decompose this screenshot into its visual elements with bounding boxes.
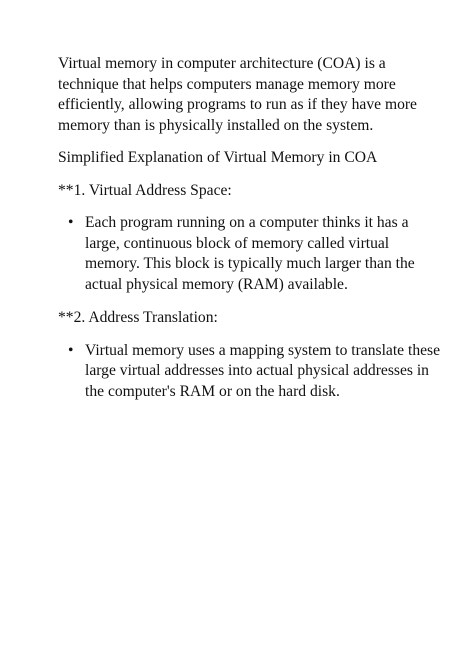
list-item <box>58 341 443 403</box>
bullet-icon: • <box>68 341 74 359</box>
subtitle: Simplified Explanation of Virtual Memory in COA <box>58 149 378 166</box>
bullet-list-address-translation <box>58 341 441 403</box>
document-body <box>58 54 441 415</box>
intro-paragraph: Virtual memory in computer architecture (COA) is a technique that helps computers manage memory more efficiently, allowing programs to run as if they have more memory than is physically installed on the system. <box>58 55 417 134</box>
bullet-icon: • <box>68 214 74 231</box>
list-item <box>58 213 443 295</box>
bullet-text: Virtual memory uses a mapping system to translate these large virtual addresses into actual physical addresses in the computer's RAM or on the hard disk. <box>85 341 441 400</box>
bullet-list-virtual-address-space <box>58 213 438 295</box>
bullet-text: Each program running on a computer thinks it has a large, continuous block of memory called virtual memory. This block is typically much larger than the actual physical memory (RAM) available. <box>85 214 415 293</box>
section-heading-virtual-address-space: **1. Virtual Address Space: <box>58 181 232 199</box>
section-heading-address-translation: **2. Address Translation: <box>58 309 218 326</box>
